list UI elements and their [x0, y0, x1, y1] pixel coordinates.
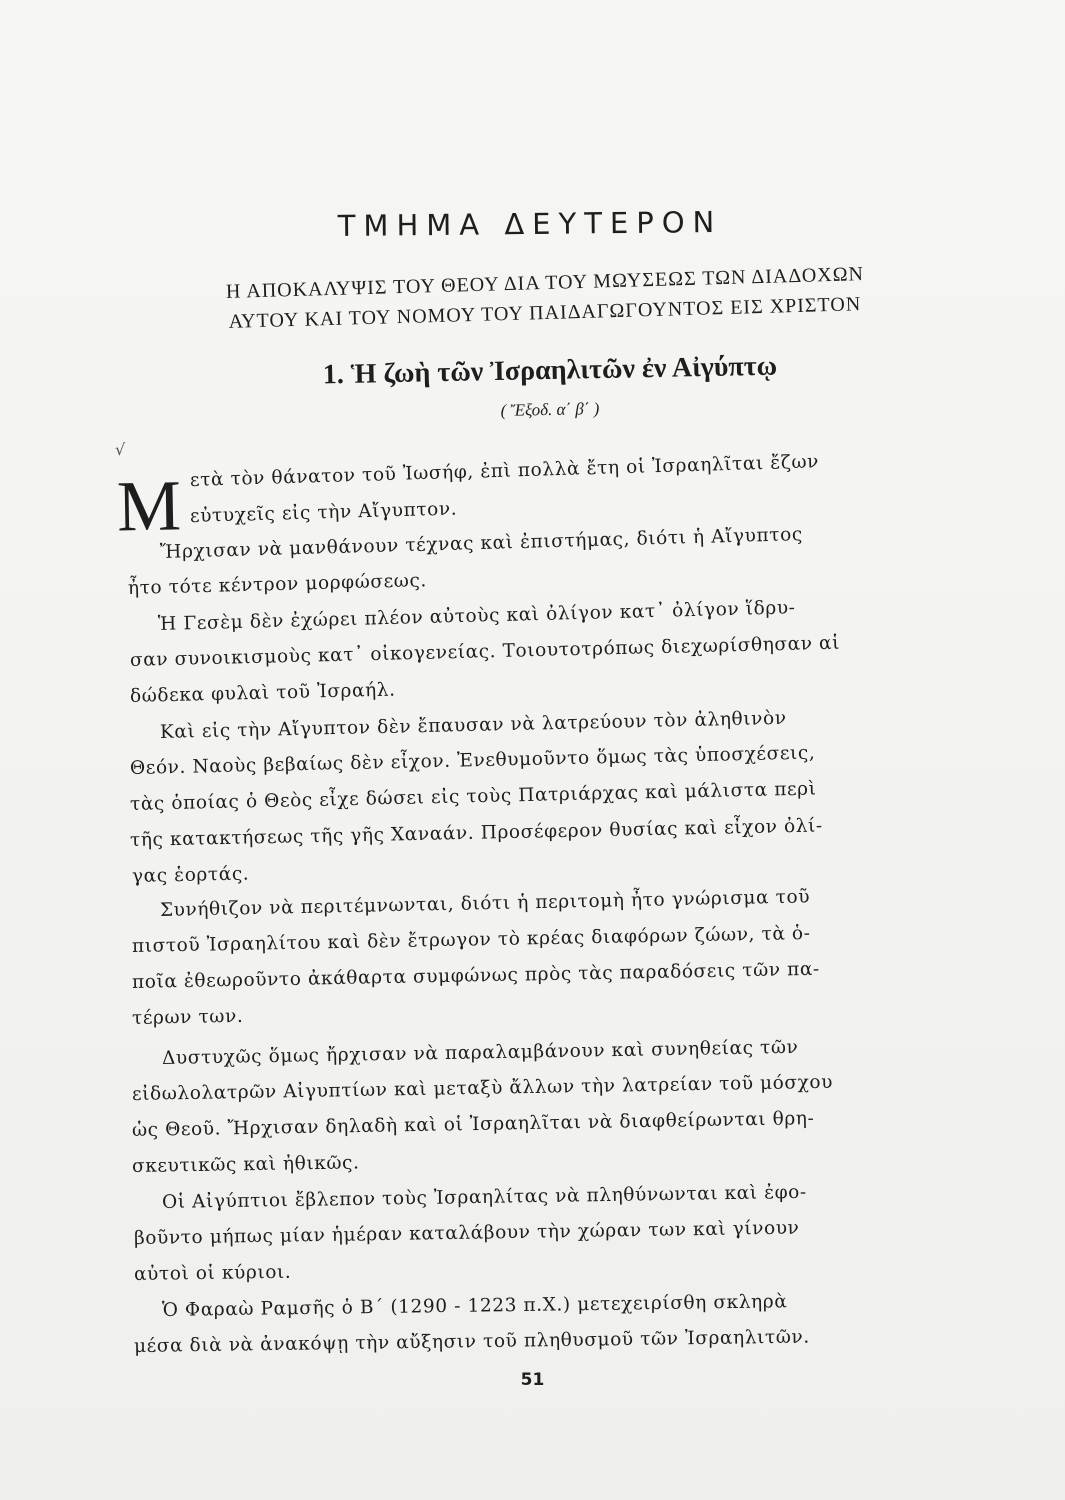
body-line: τὰς ὁποίας ὁ Θεὸς εἶχε δώσει εἰς τοὺς Πατριάρχας καὶ μάλιστα περὶ	[129, 778, 817, 815]
body-line: Συνήθιζον νὰ περιτέμνωνται, διότι ἡ περιτομὴ ἦτο γνώρισμα τοῦ	[159, 886, 811, 921]
body-line: γας ἑορτάς.	[131, 863, 250, 887]
drop-cap: Μ	[116, 465, 182, 547]
body-line: δώδεκα φυλαὶ τοῦ Ἰσραήλ.	[129, 679, 396, 707]
body-line: Θεόν. Ναοὺς βεβαίως δὲν εἶχον. Ἐνεθυμοῦντο ὅμως τὰς ὑποσχέσεις,	[129, 742, 816, 779]
body-line: εὐτυχεῖς εἰς τὴν Αἴγυπτον.	[189, 498, 458, 527]
body-line: πιστοῦ Ἰσραηλίτου καὶ δὲν ἔτρωγον τὸ κρέας διαφόρων ζώων, τὰ ὁ-	[131, 922, 811, 957]
body-line: σκευτικῶς καὶ ἠθικῶς.	[131, 1152, 360, 1177]
subtitle-line-1: Η ΑΠΟΚΑΛΥΨΙΣ ΤΟΥ ΘΕΟΥ ΔΙΑ ΤΟΥ ΜΩΥΣΕΩΣ ΤΩΝ ΔΙΑΔΟΧΩΝ	[225, 263, 865, 303]
chapter-reference: ( Ἔξοδ. α΄ β΄ )	[500, 399, 600, 420]
body-line: Ἡ Γεσὲμ δὲν ἐχώρει πλέον αὐτοὺς καὶ ὀλίγον κατ᾽ ὀλίγον ἵδρυ-	[157, 597, 796, 635]
body-line: ἦτο τότε κέντρον μορφώσεως.	[127, 570, 428, 599]
body-line: Καὶ εἰς τὴν Αἴγυπτον δὲν ἔπαυσαν νὰ λατρεύουν τὸν ἀληθινὸν	[159, 707, 787, 743]
page-number: 51	[520, 1370, 545, 1390]
body-line: εἰδωλολατρῶν Αἰγυπτίων καὶ μεταξὺ ἄλλων τὴν λατρείαν τοῦ μόσχου	[131, 1071, 834, 1105]
body-line: Δυστυχῶς ὅμως ἤρχισαν νὰ παραλαμβάνουν καὶ συνηθείας τῶν	[161, 1036, 799, 1069]
body-line: τῆς κατακτήσεως τῆς γῆς Χαναάν. Προσέφερον θυσίας καὶ εἶχον ὀλί-	[129, 815, 823, 851]
body-line: αὐτοὶ οἱ κύριοι.	[133, 1261, 292, 1285]
body-line: βοῦντο μήπως μίαν ἡμέραν καταλάβουν τὴν χώραν των καὶ γίνουν	[133, 1217, 800, 1249]
body-line: Οἱ Αἰγύπτιοι ἔβλεπον τοὺς Ἰσραηλίτας νὰ πληθύνωνται καὶ ἐφο-	[161, 1181, 807, 1213]
body-line: Ὁ Φαραὼ Ραμσῆς ὁ Β΄ (1290 - 1223 π.Χ.) μετεχειρίσθη σκληρὰ	[161, 1291, 788, 1321]
subtitle-line-2: ΑΥΤΟΥ ΚΑΙ ΤΟΥ ΝΟΜΟΥ ΤΟΥ ΠΑΙΔΑΓΩΓΟΥΝΤΟΣ ΕΙΣ ΧΡΙΣΤΟΝ	[228, 293, 862, 333]
body-line: σαν συνοικισμοὺς κατ᾽ οἰκογενείας. Τοιουτοτρόπως διεχωρίσθησαν αἱ	[129, 632, 841, 671]
body-line: τέρων των.	[131, 1005, 244, 1029]
body-line: Ἤρχισαν νὰ μανθάνουν τέχνας καὶ ἐπιστήμας, διότι ἡ Αἴγυπτος	[159, 524, 804, 563]
body-line: ὡς Θεοῦ. Ἤρχισαν δηλαδὴ καὶ οἱ Ἰσραηλῖται νὰ διαφθείρωνται θρη-	[131, 1108, 815, 1141]
body-line: ετὰ τὸν θάνατον τοῦ Ἰωσήφ, ἐπὶ πολλὰ ἔτη οἱ Ἰσραηλῖται ἔζων	[189, 451, 820, 491]
body-line: μέσα διὰ νὰ ἀνακόψῃ τὴν αὔξησιν τοῦ πληθυσμοῦ τῶν Ἰσραηλιτῶν.	[133, 1326, 810, 1357]
body-line: ποῖα ἐθεωροῦντο ἀκάθαρτα συμφώνως πρὸς τὰς παραδόσεις τῶν πα-	[131, 958, 821, 993]
part-title: ΤΜΗΜΑ ΔΕΥΤΕΡΟΝ	[337, 204, 723, 244]
chapter-title: 1. Ἡ ζωὴ τῶν Ἰσραηλιτῶν ἐν Αἰγύπτῳ	[322, 350, 778, 391]
margin-check-mark: √	[115, 440, 126, 459]
